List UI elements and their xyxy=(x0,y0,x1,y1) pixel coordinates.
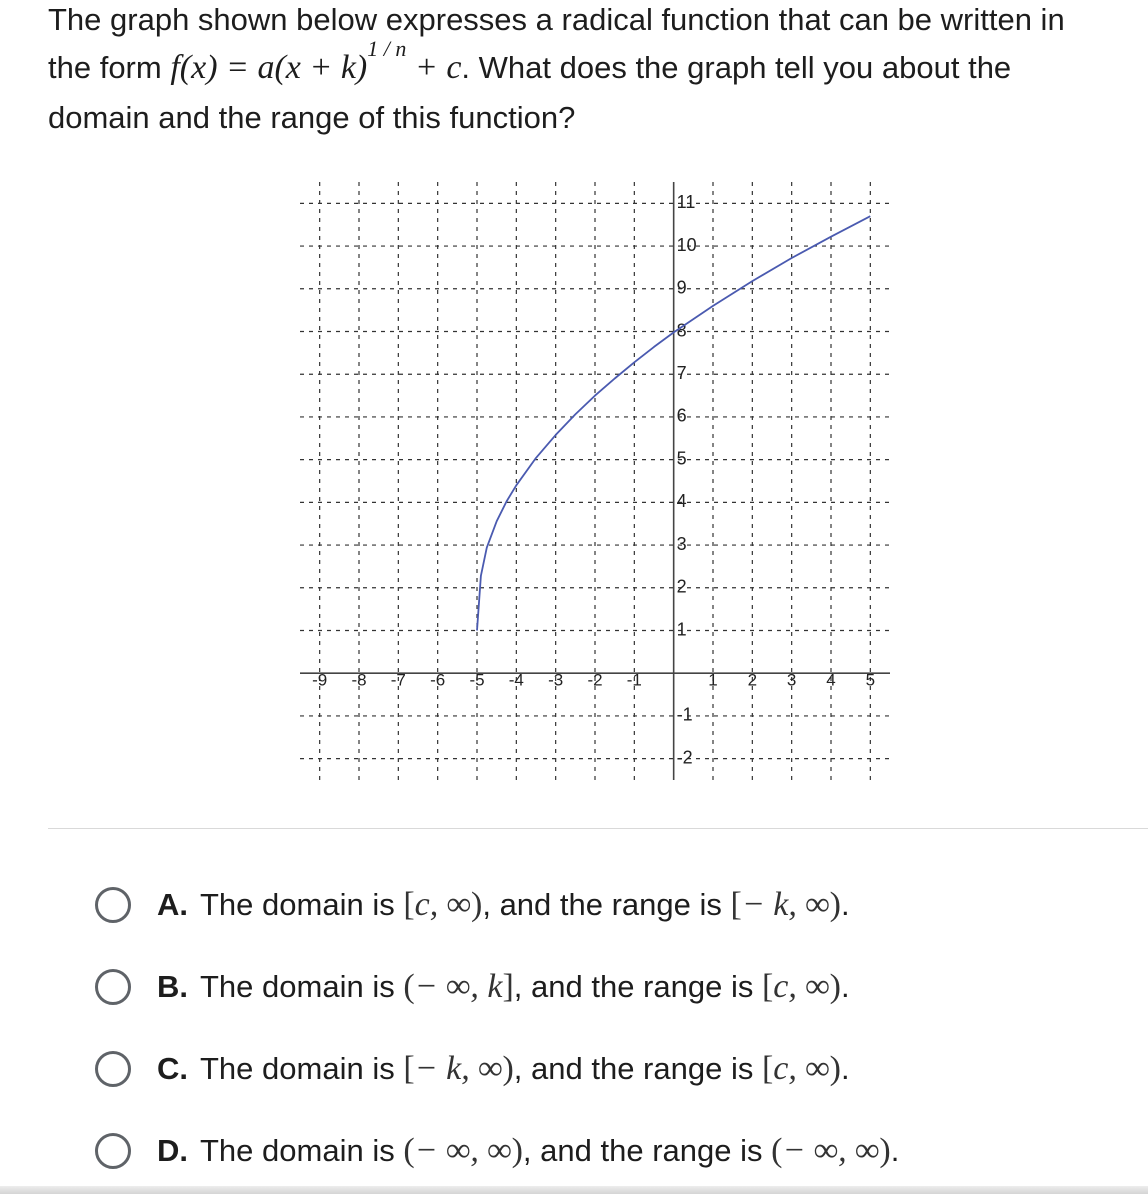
option-letter: B. xyxy=(157,969,188,1004)
y-tick-label: 10 xyxy=(676,234,697,255)
y-tick-label: 4 xyxy=(676,491,687,512)
question-line-1: The graph shown below expresses a radical function that can be written in xyxy=(48,2,1065,37)
question-line-2 xyxy=(48,36,1118,98)
domain-interval: [c, ∞) xyxy=(403,886,483,923)
y-tick-label: 6 xyxy=(676,405,687,426)
y-tick-label: 3 xyxy=(676,533,687,554)
option-mid: , and the range is xyxy=(482,887,722,922)
domain-interval: (− ∞, k] xyxy=(403,968,514,1005)
option-mid: , and the range is xyxy=(522,1133,763,1168)
bottom-bar xyxy=(0,1186,1148,1194)
x-tick-label: -8 xyxy=(351,670,367,690)
formula-tail: + c xyxy=(414,49,462,86)
option-c[interactable] xyxy=(95,1044,850,1094)
function-graph xyxy=(290,176,900,786)
option-end: . xyxy=(840,1051,850,1086)
formula-f: f xyxy=(170,49,180,86)
option-pre: The domain is xyxy=(200,969,395,1004)
option-letter: C. xyxy=(157,1051,188,1086)
y-tick-label: -2 xyxy=(676,747,693,768)
x-tick-label: 5 xyxy=(865,670,876,690)
x-tick-label: -3 xyxy=(548,670,564,690)
y-tick-label: 1 xyxy=(676,619,687,640)
range-interval: [c, ∞) xyxy=(761,968,841,1005)
domain-interval: (− ∞, ∞) xyxy=(403,1132,523,1169)
range-interval: (− ∞, ∞) xyxy=(771,1132,891,1169)
radio-b[interactable] xyxy=(95,969,131,1005)
y-tick-label: 8 xyxy=(676,320,687,341)
option-pre: The domain is xyxy=(200,1133,395,1168)
radio-d[interactable] xyxy=(95,1133,131,1169)
divider xyxy=(48,828,1148,829)
x-tick-label: -9 xyxy=(312,670,328,690)
option-c-text[interactable] xyxy=(157,1050,850,1088)
option-letter: D. xyxy=(157,1133,188,1168)
x-tick-label: 4 xyxy=(826,670,836,690)
option-mid: , and the range is xyxy=(513,1051,754,1086)
x-tick-label: -2 xyxy=(587,670,603,690)
form-prefix: the form xyxy=(48,50,162,85)
y-tick-label: 9 xyxy=(676,277,687,298)
y-tick-label: 5 xyxy=(676,448,687,469)
x-tick-label: 3 xyxy=(786,670,797,690)
radio-c[interactable] xyxy=(95,1051,131,1087)
domain-interval: [− k, ∞) xyxy=(403,1050,514,1087)
x-tick-label: -6 xyxy=(430,670,446,690)
tick-labels xyxy=(312,192,875,767)
formula-body: (x) = a(x + k) xyxy=(179,49,368,86)
option-a-text[interactable] xyxy=(157,886,850,924)
question-line-3: domain and the range of this function? xyxy=(48,100,576,135)
option-mid: , and the range is xyxy=(513,969,754,1004)
form-suffix: . What does the graph tell you about the xyxy=(461,50,1012,85)
option-d-text[interactable] xyxy=(157,1132,899,1170)
x-tick-label: -5 xyxy=(469,670,485,690)
radio-a[interactable] xyxy=(95,887,131,923)
option-b[interactable] xyxy=(95,962,850,1012)
formula xyxy=(170,36,462,86)
option-pre: The domain is xyxy=(200,887,395,922)
range-interval: [c, ∞) xyxy=(761,1050,841,1087)
option-d[interactable] xyxy=(95,1126,899,1176)
x-tick-label: 2 xyxy=(747,670,758,690)
formula-exponent: 1 / n xyxy=(367,36,407,61)
option-a[interactable] xyxy=(95,880,850,930)
option-end: . xyxy=(840,969,850,1004)
x-tick-label: 1 xyxy=(708,670,718,690)
range-interval: [− k, ∞) xyxy=(730,886,841,923)
grid xyxy=(300,182,890,780)
x-tick-label: -4 xyxy=(508,670,524,690)
option-letter: A. xyxy=(157,887,188,922)
y-tick-label: 7 xyxy=(676,362,687,383)
y-tick-label: 11 xyxy=(676,192,696,213)
question-text xyxy=(48,0,1118,142)
option-end: . xyxy=(890,1133,900,1168)
option-b-text[interactable] xyxy=(157,968,850,1006)
x-tick-label: -7 xyxy=(390,670,406,690)
y-tick-label: -1 xyxy=(676,704,693,725)
option-end: . xyxy=(840,887,850,922)
x-tick-label: -1 xyxy=(626,670,642,690)
option-pre: The domain is xyxy=(200,1051,395,1086)
y-tick-label: 2 xyxy=(676,576,687,597)
